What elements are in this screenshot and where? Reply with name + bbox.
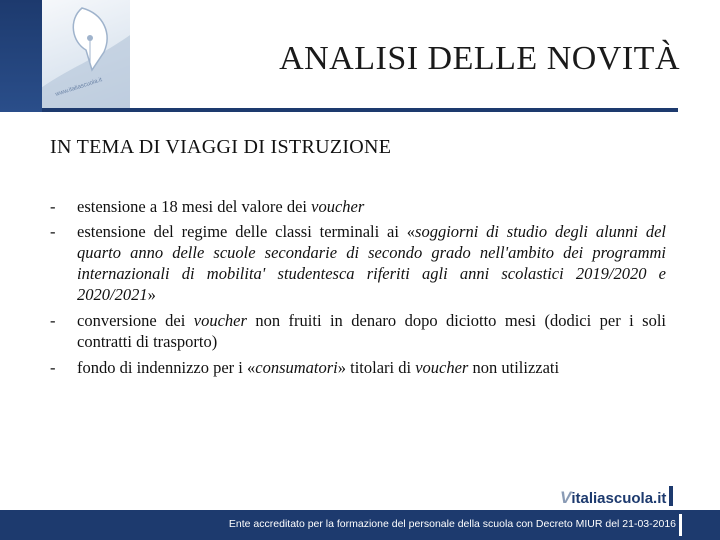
bullet-dash: - — [50, 311, 56, 330]
list-item — [50, 310, 666, 352]
title-underline — [42, 108, 678, 112]
list-item — [50, 357, 666, 378]
bullet-dash: - — [50, 222, 56, 241]
bullet-text: non utilizzati — [468, 358, 560, 377]
bullet-text-italic: voucher — [193, 311, 247, 330]
footer-bar — [0, 510, 720, 540]
bullet-text: conversione dei — [77, 311, 194, 330]
bullet-text-italic: voucher — [311, 197, 365, 216]
footer-text: Ente accreditato per la formazione del personale della scuola con Decreto MIUR del 21-03-2016 — [228, 518, 676, 530]
bullet-text-italic: voucher — [415, 358, 469, 377]
brand-logo-name: italiascuola.it — [571, 490, 667, 507]
brand-logo-bar — [669, 486, 673, 506]
bullet-dash: - — [50, 197, 56, 216]
bullet-text-italic: consumatori — [255, 358, 338, 377]
bullet-text: non fruiti in denaro dopo diciotto mesi (dodici per i soli contratti di trasporto) — [77, 311, 666, 351]
brand-logo — [560, 486, 673, 510]
bullet-text: » — [147, 285, 156, 304]
bullet-text: fondo di indennizzo per i « — [77, 358, 256, 377]
bullet-text: estensione a 18 mesi del valore dei — [77, 197, 312, 216]
section-subtitle: IN TEMA DI VIAGGI DI ISTRUZIONE — [50, 136, 392, 158]
bullet-text: estensione del regime delle classi terminali ai « — [77, 222, 416, 241]
list-item — [50, 196, 666, 217]
pen-nib-icon — [42, 0, 130, 110]
logo-side-bar — [0, 0, 42, 112]
list-item — [50, 221, 666, 305]
logo-url-text: www.italiascuola.it — [54, 77, 103, 98]
bullet-list — [50, 196, 666, 382]
bullet-dash: - — [50, 358, 56, 377]
bullet-text: » titolari di — [337, 358, 416, 377]
footer-logo-bar — [679, 514, 682, 536]
brand-logo-mark: V — [560, 488, 572, 507]
logo-paper-pen-image — [42, 0, 130, 110]
bullet-text-italic: soggiorni di studio degli alunni del quarto anno delle scuole secondarie di secondo grado nell'ambito dei programmi internazionali di mobilita' studentesca riferiti agli anni scolastici 2019/2020 e 2020/2021 — [77, 222, 666, 304]
page-title: ANALISI DELLE NOVITÀ — [279, 40, 680, 77]
